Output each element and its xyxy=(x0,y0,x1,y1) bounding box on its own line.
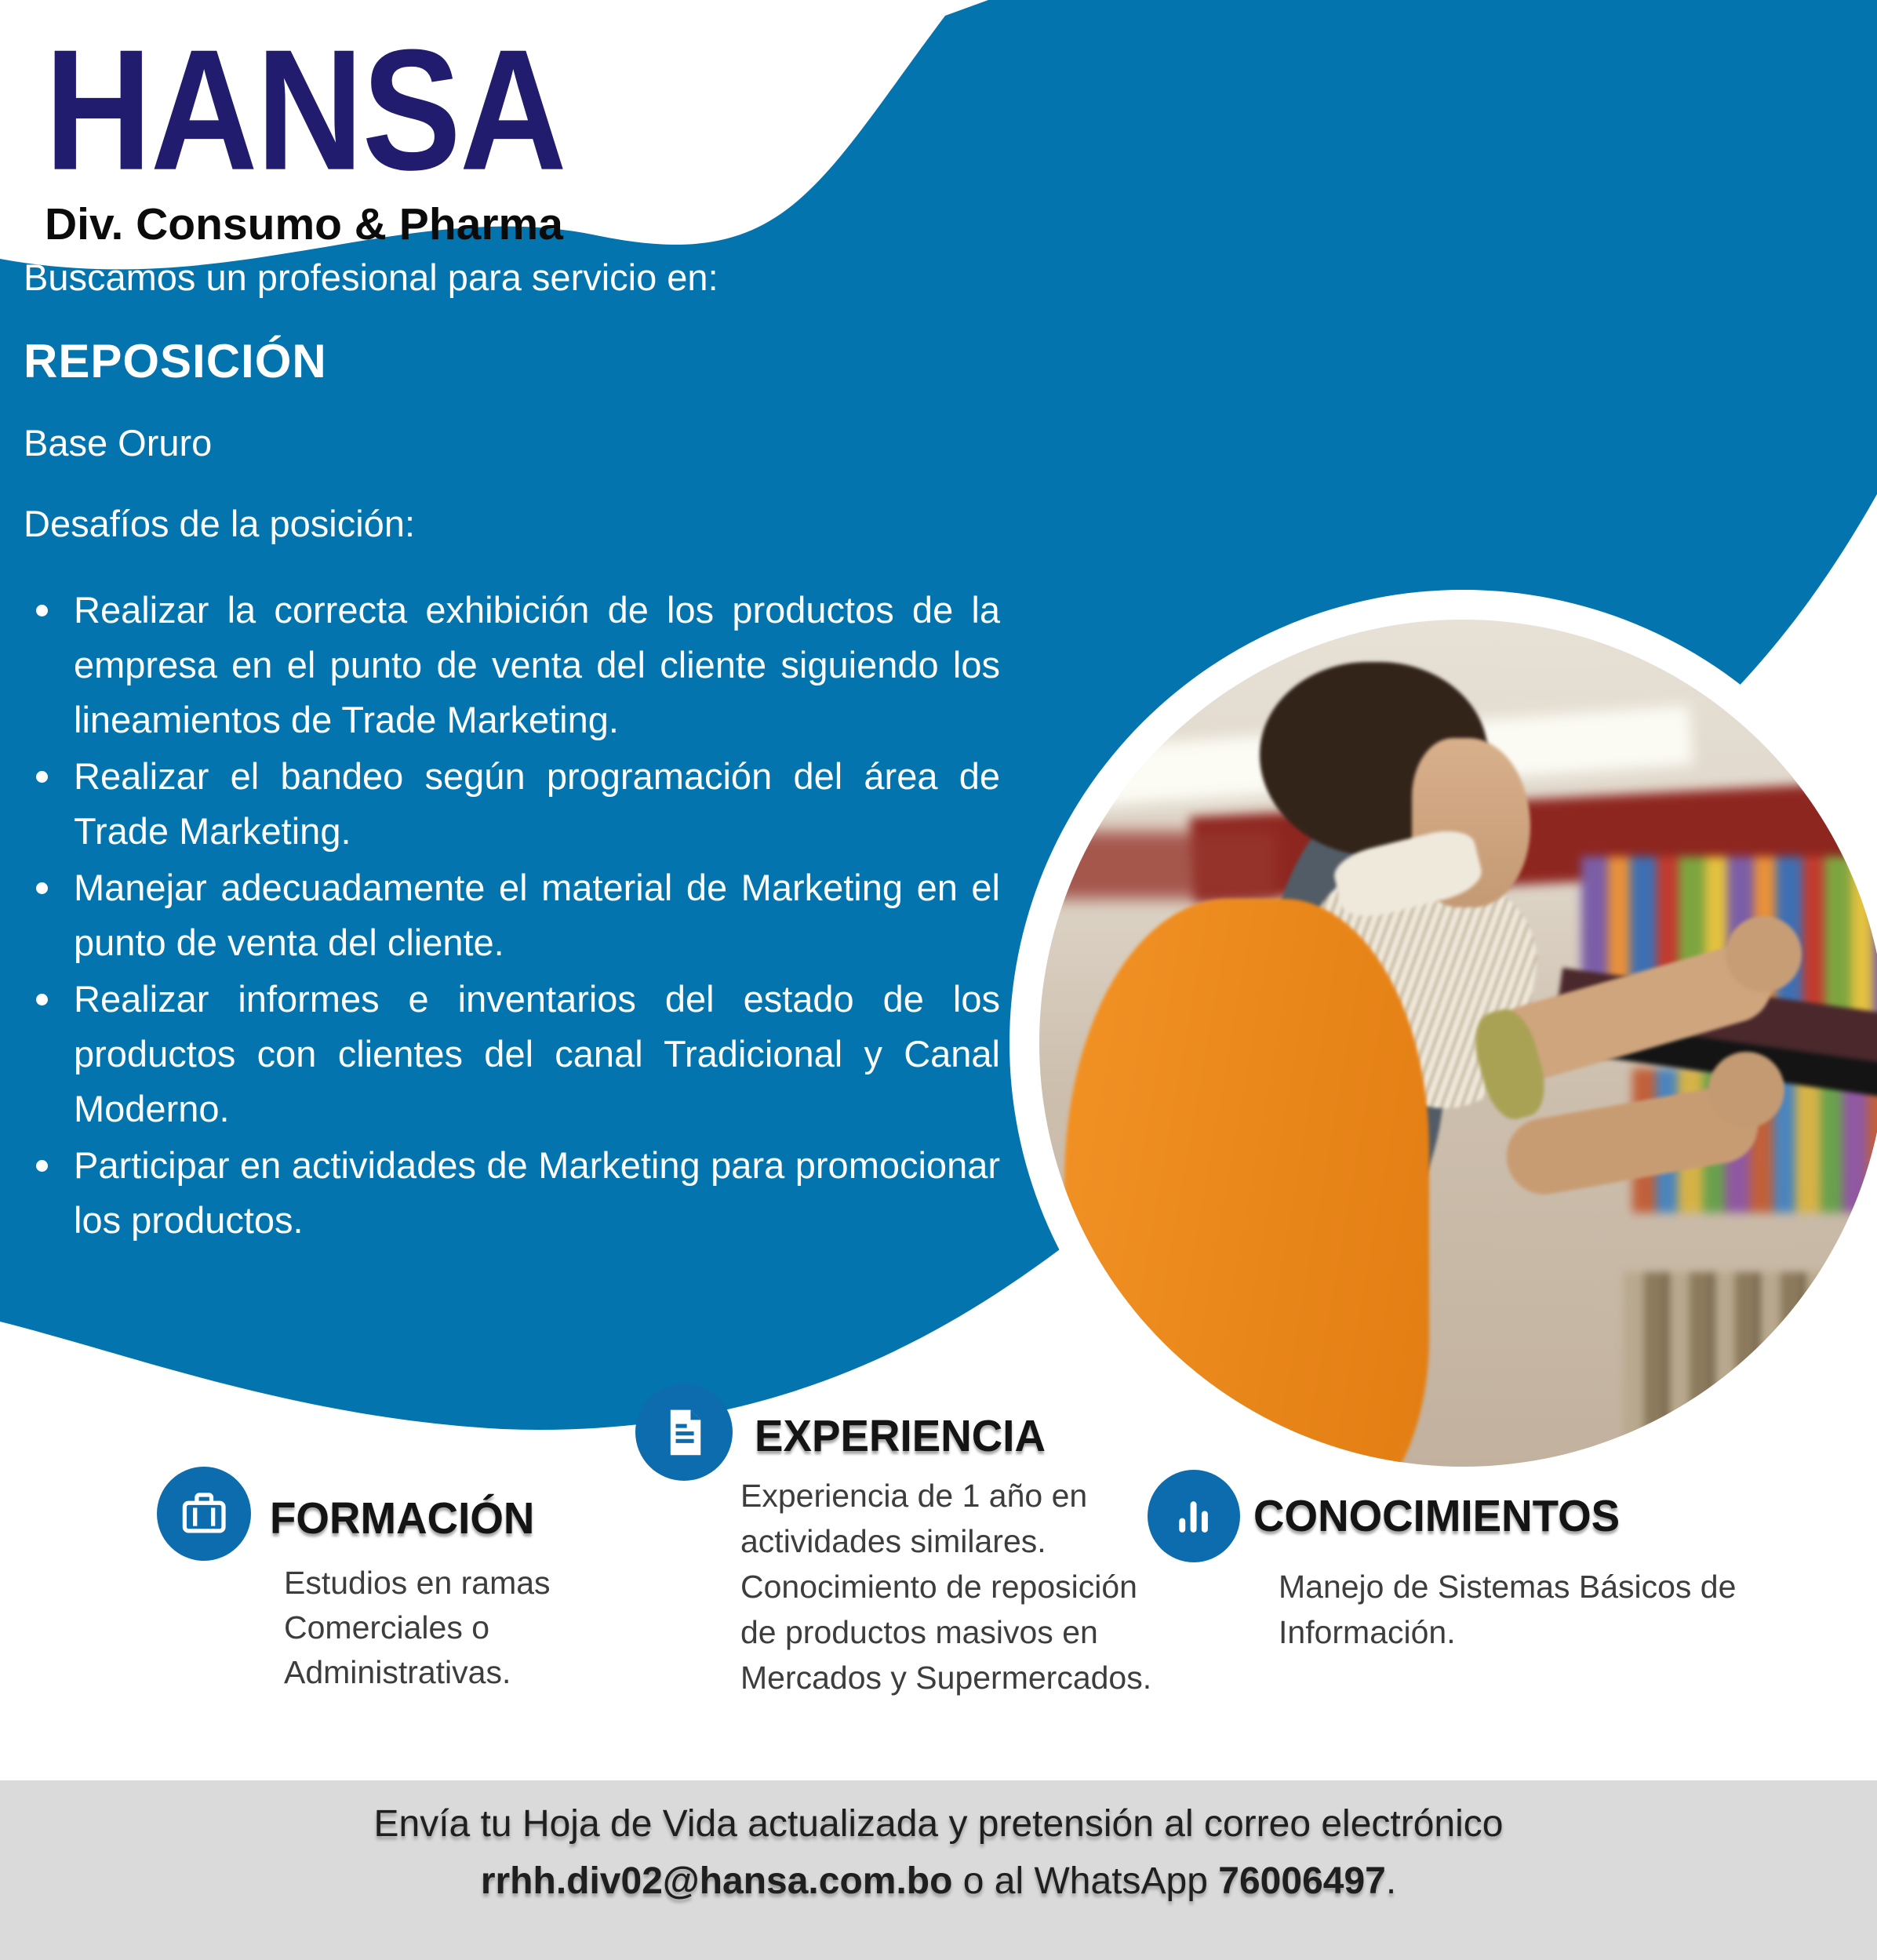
footer-contact-bar xyxy=(0,1780,1877,1960)
list-item xyxy=(24,1138,1000,1248)
footer-separator: o al WhatsApp xyxy=(952,1860,1219,1902)
list-item xyxy=(24,860,1000,970)
briefcase-icon xyxy=(157,1467,251,1561)
section-body-conocimientos: Manejo de Sistemas Básicos de Información. xyxy=(1279,1569,1737,1650)
challenge-text: Manejar adecuadamente el material de Marketing en el punto de venta del cliente. xyxy=(74,867,1000,964)
photo-ring xyxy=(1009,590,1877,1496)
contact-phone: 76006497 xyxy=(1218,1860,1386,1902)
document-icon xyxy=(635,1384,733,1481)
brand-logo-text: HANSA xyxy=(45,13,566,206)
job-description xyxy=(24,256,1000,1249)
store-photo xyxy=(1039,620,1877,1467)
footer-instruction: Envía tu Hoja de Vida actualizada y pretensión al correo electrónico xyxy=(373,1803,1504,1845)
challenge-text: Participar en actividades de Marketing para promocionar los productos. xyxy=(74,1144,1000,1242)
challenge-text: Realizar informes e inventarios del estado de los productos con clientes del canal Tradicional y Canal Moderno. xyxy=(74,978,1000,1130)
photo-man-hand xyxy=(1726,916,1802,992)
photo-red-beam xyxy=(1039,831,1276,899)
section-body-experiencia: Experiencia de 1 año en actividades similares. Conocimiento de reposición de productos masivos en Mercados y Supermercados. xyxy=(740,1478,1152,1696)
challenge-text: Realizar la correcta exhibición de los productos de la empresa en el punto de venta del cliente siguiendo los lineamientos de Trade Marketing. xyxy=(74,589,1000,741)
photo-man-hand xyxy=(1708,1052,1784,1128)
footer-contact-line xyxy=(0,1860,1877,1903)
intro-text: Buscamos un profesional para servicio en: xyxy=(24,256,718,298)
bar-chart-icon xyxy=(1148,1470,1240,1562)
challenges-list xyxy=(24,583,1000,1248)
photo-canned-goods xyxy=(1624,1272,1877,1459)
section-title-conocimientos: CONOCIMIENTOS xyxy=(1253,1491,1621,1541)
challenge-text: Realizar el bandeo según programación del área de Trade Marketing. xyxy=(74,755,1000,853)
contact-email: rrhh.div02@hansa.com.bo xyxy=(480,1860,953,1902)
section-title-experiencia: EXPERIENCIA xyxy=(755,1411,1046,1461)
challenges-heading: Desafíos de la posición: xyxy=(24,503,416,545)
photo-man-orange-vest xyxy=(1064,899,1428,1467)
section-body-formacion: Estudios en ramas Comerciales o Administrativas. xyxy=(284,1565,551,1690)
list-item xyxy=(24,749,1000,859)
job-title: REPOSICIÓN xyxy=(24,335,327,388)
section-title-formacion: FORMACIÓN xyxy=(270,1493,535,1544)
list-item xyxy=(24,972,1000,1136)
footer-period: . xyxy=(1385,1860,1397,1902)
brand-logo xyxy=(45,13,636,250)
job-location: Base Oruro xyxy=(24,422,213,464)
brand-logo-subtext: Div. Consumo & Pharma xyxy=(45,199,563,249)
list-item xyxy=(24,583,1000,747)
